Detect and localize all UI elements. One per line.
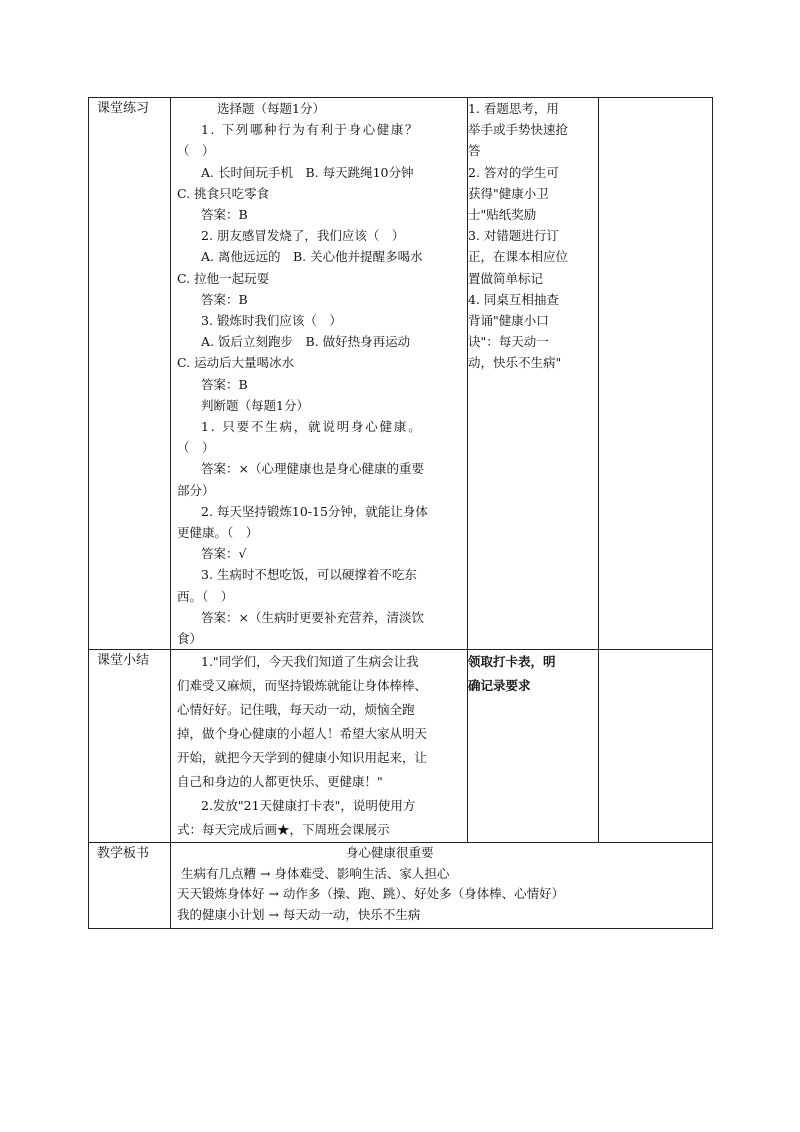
practice-line: 1. 只要不生病，就说明身心健康。 [201,419,423,435]
summary-activity-line: 确记录要求 [468,678,531,694]
activity-line: 背诵"健康小口 [468,313,549,329]
summary-line: 开始，就把今天学到的健康小知识用起来，让 [177,750,428,766]
lesson-plan-table [88,97,713,929]
activity-line: 3. 对错题进行订 [468,228,559,244]
practice-content-cell [171,98,468,650]
practice-line: 答案：B [201,207,248,223]
summary-label: 课堂小结 [97,653,150,669]
summary-line: 们难受又麻烦，而坚持锻炼就能让身体棒棒、 [177,678,428,694]
board-line: 我的健康小计划 → 每天动一动，快乐不生病 [177,906,421,922]
summary-label-cell [89,650,171,843]
practice-line: 2. 朋友感冒发烧了，我们应该（ ） [201,228,405,244]
practice-label: 课堂练习 [97,101,150,116]
activity-line: 举手或手势快速抢 [468,122,569,138]
practice-line: 答案：×（心理健康也是身心健康的重要 [201,461,424,477]
practice-line: 1. 下列哪种行为有利于身心健康？ [201,122,420,138]
summary-notes-cell [599,650,713,843]
summary-line: 1."同学们，今天我们知道了生病会让我 [201,654,419,670]
practice-line: 2. 每天坚持锻炼10-15分钟，就能让身体 [201,503,428,519]
practice-line: 答案：B [201,376,248,392]
practice-line: （ ） [177,440,215,456]
practice-line: 3. 锻炼时我们应该（ ） [201,313,342,329]
practice-line: A. 离他远远的 B. 关心他并提醒多喝水 [201,249,423,265]
practice-notes-cell [599,98,713,650]
practice-line: C. 挑食只吃零食 [177,185,270,201]
activity-line: 诀"：每天动一 [468,334,549,350]
summary-line: 式：每天完成后画★，下周班会课展示 [177,822,390,838]
summary-activity-cell [468,650,599,843]
activity-line: 1. 看题思考，用 [468,101,559,116]
practice-line: C. 运动后大量喝冰水 [177,355,295,371]
activity-line: 2. 答对的学生可 [468,164,559,180]
practice-line: 3. 生病时不想吃饭，可以硬撑着不吃东 [201,567,417,583]
practice-line: C. 拉他一起玩耍 [177,270,270,286]
summary-line: 心情好好。记住哦，每天动一动，烦恼全跑 [177,702,415,718]
activity-line: 正，在课本相应位 [468,249,569,265]
activity-line: 4. 同桌互相抽查 [468,291,559,307]
activity-line: 置做简单标记 [468,270,544,286]
practice-line: 更健康。（ ） [177,525,259,541]
board-label: 教学板书 [97,846,150,862]
summary-line: 2.发放"21天健康打卡表"，说明使用方 [201,798,416,814]
practice-line: （ ） [177,143,215,159]
board-title: 身心健康很重要 [346,845,434,861]
board-line: 天天锻炼身体好 → 动作多（操、跑、跳）、好处多（身体棒、心情好） [177,886,565,902]
practice-label-cell [89,98,171,650]
activity-line: 答 [468,143,481,159]
practice-line: 食） [177,631,203,647]
practice-line: 选择题（每题1分） [217,101,325,116]
board-line: 生病有几点糟 → 身体难受、影响生活、家人担心 [181,865,450,881]
activity-line: 获得"健康小卫 [468,185,549,201]
practice-row [89,98,713,650]
summary-activity-line: 领取打卡表，明 [468,654,556,670]
practice-line: 西。（ ） [177,588,234,604]
practice-line: 部分） [177,482,215,498]
summary-line: 掉，做个身心健康的小超人！希望大家从明天 [177,726,428,742]
summary-content-cell [171,650,468,843]
board-label-cell [89,843,171,929]
practice-line: A. 长时间玩手机 B. 每天跳绳10分钟 [201,164,414,180]
board-row [89,843,713,929]
activity-line: 士"贴纸奖励 [468,207,537,223]
practice-line: 答案：√ [201,546,247,562]
board-content-cell [171,843,713,929]
summary-row [89,650,713,843]
practice-line: 答案：B [201,291,248,307]
practice-line: A. 饭后立刻跑步 B. 做好热身再运动 [201,334,411,350]
practice-line: 答案：×（生病时更要补充营养，清淡饮 [201,609,424,625]
summary-line: 自己和身边的人都更快乐、更健康！" [177,774,383,790]
activity-line: 动，快乐不生病" [468,355,562,371]
practice-line: 判断题（每题1分） [201,397,309,413]
practice-activity-cell [468,98,599,650]
